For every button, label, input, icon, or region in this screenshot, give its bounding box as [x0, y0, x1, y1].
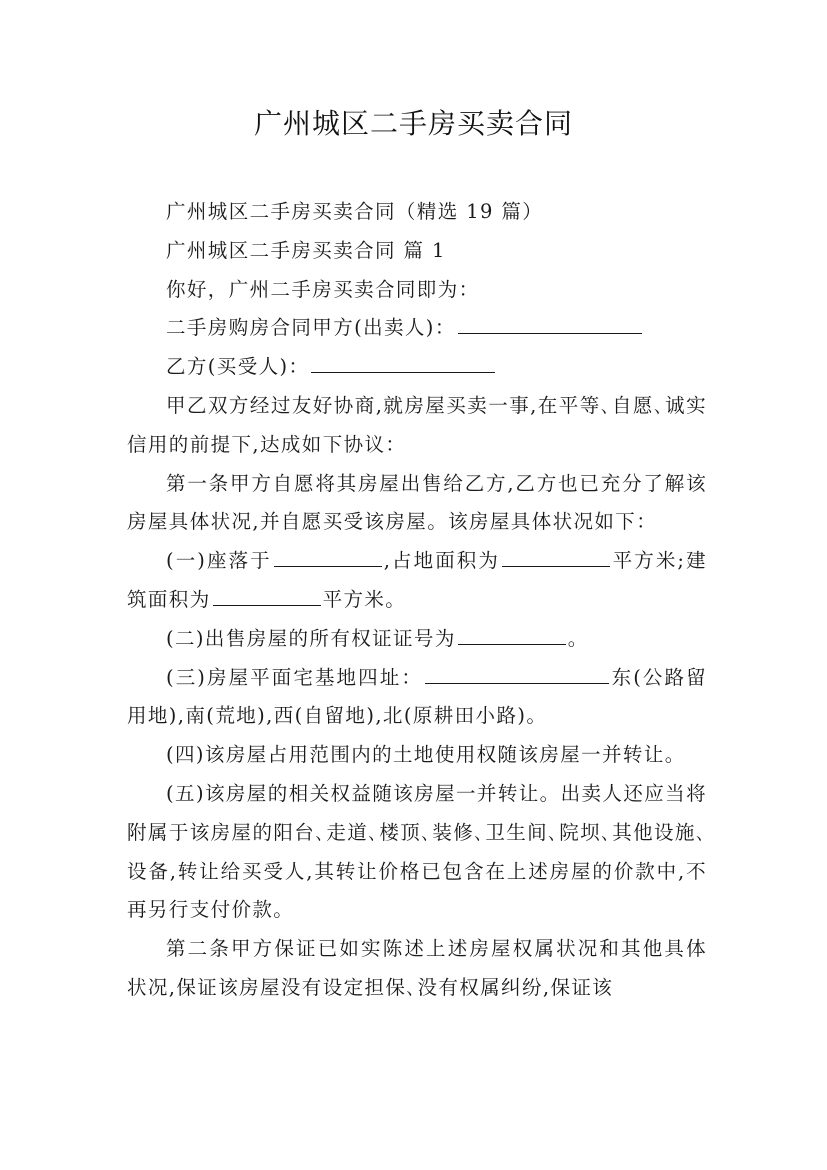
paragraph-article-1: 第一条甲方自愿将其房屋出售给乙方,乙方也已充分了解该房屋具体状况,并自愿买受该房屋。该房屋具体状况如下： — [127, 471, 707, 534]
building-area-label: 平方米;建筑面积为 — [127, 549, 707, 611]
building-area-unit: 平方米。 — [322, 587, 407, 611]
paragraph-location-area — [127, 542, 707, 620]
paragraph-boundaries — [127, 659, 707, 737]
buyer-label: 乙方(买受人)： — [166, 355, 310, 379]
document-title: 广州城区二手房买卖合同 — [253, 107, 573, 140]
land-area-blank — [502, 547, 610, 567]
paragraph-contract-part-1: 广州城区二手房买卖合同 篇 1 — [166, 238, 446, 262]
paragraph-buyer — [127, 348, 707, 387]
land-area-label: ,占地面积为 — [383, 549, 500, 573]
certificate-end: 。 — [567, 626, 589, 650]
paragraph-certificate — [127, 620, 707, 659]
paragraph-land-use-rights: (四)该房屋占用范围内的土地使用权随该房屋一并转让。 — [166, 743, 686, 767]
paragraph-seller — [127, 309, 707, 348]
certificate-blank — [458, 625, 566, 645]
location-label: (一)座落于 — [166, 549, 272, 573]
building-area-blank — [213, 586, 321, 606]
paragraph-related-rights: (五)该房屋的相关权益随该房屋一并转让。出卖人还应当将附属于该房屋的阳台､走道､楼顶､装修､卫生间､院坝､其他设施､设备,转让给买受人,其转让价格已包含在上述房屋的价款中,不再另行支付价款。 — [127, 781, 707, 922]
boundaries-detail: 东(公路留用地),南(荒地),西(自留地),北(原耕田小路)。 — [127, 665, 707, 728]
location-blank — [274, 547, 382, 567]
paragraph-greeting: 你好，广州二手房买卖合同即为： — [166, 277, 480, 301]
seller-blank — [458, 314, 642, 334]
paragraph-contract-collection: 广州城区二手房买卖合同（精选 19 篇） — [166, 200, 544, 223]
seller-label: 二手房购房合同甲方(出卖人)： — [166, 316, 456, 340]
buyer-blank — [311, 353, 495, 373]
document-body — [127, 193, 707, 1008]
boundaries-label: (三)房屋平面宅基地四址： — [166, 665, 423, 689]
certificate-label: (二)出售房屋的所有权证证号为 — [166, 626, 456, 650]
paragraph-article-2: 第二条甲方保证已如实陈述上述房屋权属状况和其他具体状况,保证该房屋没有设定担保､没有权属纠纷,保证该 — [127, 937, 707, 999]
paragraph-agreement-intro: 甲乙双方经过友好协商,就房屋买卖一事,在平等､自愿､诚实信用的前提下,达成如下协议： — [127, 393, 707, 456]
boundaries-blank — [425, 664, 609, 684]
